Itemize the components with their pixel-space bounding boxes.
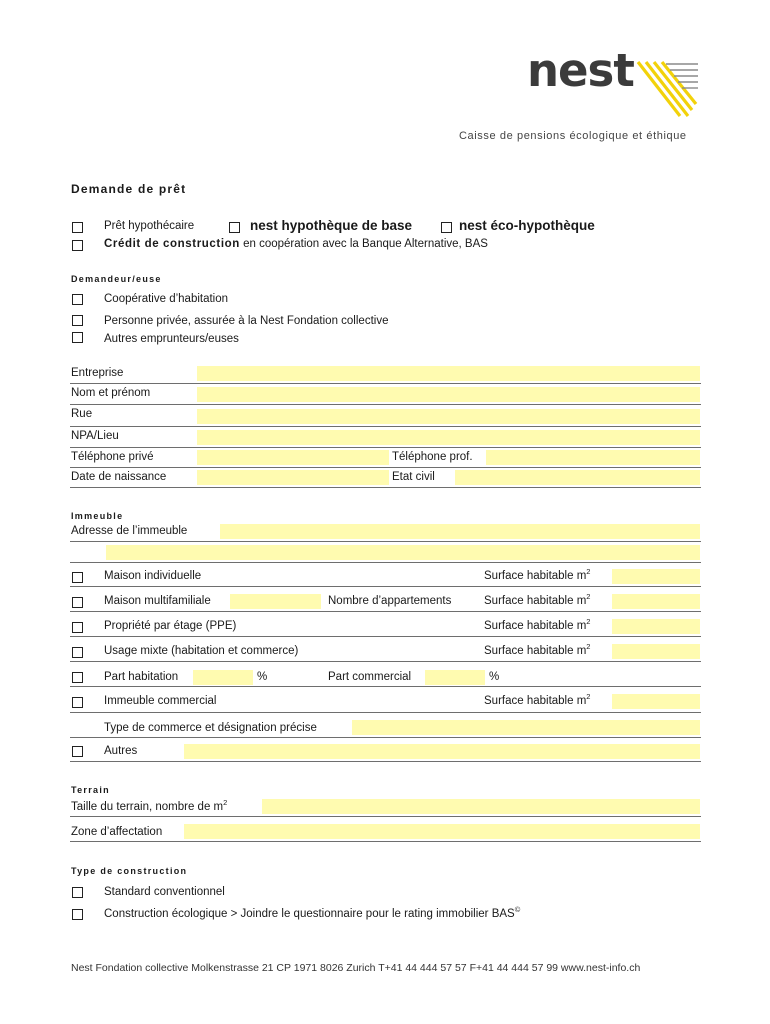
npa-lieu-label: NPA/Lieu	[71, 430, 119, 442]
divider	[70, 611, 701, 612]
adresse-immeuble-input[interactable]	[220, 524, 700, 539]
surface-label-text: Surface habitable m	[484, 695, 587, 707]
divider	[70, 487, 701, 488]
ecologique-text: Construction écologique > Joindre le questionnaire pour le rating immobilier BAS	[104, 908, 515, 920]
telephone-prive-label: Téléphone privé	[71, 451, 154, 463]
standard-checkbox[interactable]	[72, 887, 83, 898]
autres-label: Autres	[104, 745, 138, 757]
surface-usage-mixte-input[interactable]	[612, 644, 700, 659]
date-naissance-input[interactable]	[197, 470, 389, 485]
surface-label	[484, 567, 591, 582]
divider	[70, 426, 701, 427]
surface-label-text: Surface habitable m	[484, 645, 587, 657]
telephone-prof-label: Téléphone prof.	[392, 451, 473, 463]
personne-privee-checkbox[interactable]	[72, 315, 83, 326]
surface-label-text: Surface habitable m	[484, 570, 587, 582]
nom-prenom-input[interactable]	[197, 387, 700, 402]
logo-wordmark: nest	[527, 44, 634, 97]
entreprise-input[interactable]	[197, 366, 700, 381]
divider	[70, 761, 701, 762]
taille-terrain-label	[71, 798, 228, 813]
percent-label: %	[257, 671, 268, 683]
telephone-prive-input[interactable]	[197, 450, 389, 465]
credit-construction-bold: Crédit de construction	[104, 238, 240, 250]
maison-individuelle-label: Maison individuelle	[104, 570, 202, 582]
credit-construction-label	[104, 238, 488, 250]
maison-multifamiliale-checkbox[interactable]	[72, 597, 83, 608]
construction-heading: Type de construction	[71, 866, 188, 876]
hypotheque-base-checkbox[interactable]	[229, 222, 240, 233]
building-heading: Immeuble	[71, 511, 124, 521]
divider	[70, 661, 701, 662]
divider	[70, 404, 701, 405]
page-title: Demande de prêt	[71, 182, 187, 196]
surface-label	[484, 617, 591, 632]
autres-input[interactable]	[184, 744, 700, 759]
divider	[70, 841, 701, 842]
autres-emprunteurs-checkbox[interactable]	[72, 332, 83, 343]
part-commercial-label: Part commercial	[328, 671, 412, 683]
maison-individuelle-checkbox[interactable]	[72, 572, 83, 583]
surface-label	[484, 592, 591, 607]
adresse-immeuble-input-2[interactable]	[106, 545, 700, 560]
surface-maison-individuelle-input[interactable]	[612, 569, 700, 584]
adresse-immeuble-label: Adresse de l’immeuble	[71, 525, 188, 537]
surface-label-sup: 2	[586, 692, 591, 701]
surface-ppe-input[interactable]	[612, 619, 700, 634]
divider	[70, 686, 701, 687]
logo-stripes-icon	[636, 58, 700, 120]
surface-label-sup: 2	[586, 567, 591, 576]
personne-privee-label: Personne privée, assurée à la Nest Fondation collective	[104, 315, 389, 327]
footer-address: Nest Fondation collective Molkenstrasse 21 CP 1971 8026 Zurich T+41 44 444 57 57 F+41 44 444 57 99 www.nest-info.ch	[71, 962, 641, 974]
credit-construction-rest: en coopération avec la Banque Alternative, BAS	[239, 238, 488, 250]
divider	[70, 447, 701, 448]
divider	[70, 541, 701, 542]
immeuble-commercial-label: Immeuble commercial	[104, 695, 217, 707]
ppe-label: Propriété par étage (PPE)	[104, 620, 237, 632]
surface-label	[484, 692, 591, 707]
usage-mixte-label: Usage mixte (habitation et commerce)	[104, 645, 299, 657]
rue-label: Rue	[71, 408, 93, 420]
pret-hypothecaire-checkbox[interactable]	[72, 222, 83, 233]
divider	[70, 383, 701, 384]
surface-label-sup: 2	[586, 642, 591, 651]
surface-label-text: Surface habitable m	[484, 595, 587, 607]
taille-terrain-sup: 2	[223, 798, 228, 807]
usage-mixte-checkbox[interactable]	[72, 647, 83, 658]
divider	[70, 712, 701, 713]
taille-terrain-input[interactable]	[262, 799, 700, 814]
date-naissance-label: Date de naissance	[71, 471, 167, 483]
eco-hypotheque-checkbox[interactable]	[441, 222, 452, 233]
etat-civil-label: Etat civil	[392, 471, 435, 483]
cooperative-checkbox[interactable]	[72, 294, 83, 305]
divider	[70, 737, 701, 738]
type-commerce-label: Type de commerce et désignation précise	[104, 722, 317, 734]
zone-affectation-input[interactable]	[184, 824, 700, 839]
divider	[70, 816, 701, 817]
standard-label: Standard conventionnel	[104, 886, 225, 898]
percent-label: %	[489, 671, 500, 683]
immeuble-commercial-checkbox[interactable]	[72, 697, 83, 708]
surface-label-sup: 2	[586, 592, 591, 601]
part-commercial-input[interactable]	[425, 670, 485, 685]
surface-maison-multifamiliale-input[interactable]	[612, 594, 700, 609]
autres-emprunteurs-label: Autres emprunteurs/euses	[104, 333, 239, 345]
credit-construction-checkbox[interactable]	[72, 240, 83, 251]
ppe-checkbox[interactable]	[72, 622, 83, 633]
etat-civil-input[interactable]	[455, 470, 700, 485]
surface-label	[484, 642, 591, 657]
terrain-heading: Terrain	[71, 785, 110, 795]
eco-hypotheque-label: nest éco-hypothèque	[459, 218, 595, 233]
zone-affectation-label: Zone d’affectation	[71, 826, 163, 838]
entreprise-label: Entreprise	[71, 367, 124, 379]
maison-multifamiliale-label: Maison multifamiliale	[104, 595, 211, 607]
ecologique-sup: ©	[514, 905, 521, 914]
part-habitation-checkbox[interactable]	[72, 672, 83, 683]
rue-input[interactable]	[197, 409, 700, 424]
part-habitation-input[interactable]	[193, 670, 253, 685]
divider	[70, 586, 701, 587]
hypotheque-base-label: nest hypothèque de base	[250, 218, 413, 233]
divider	[70, 467, 701, 468]
applicant-heading: Demandeur/euse	[71, 274, 162, 284]
surface-label-text: Surface habitable m	[484, 620, 587, 632]
surface-immeuble-commercial-input[interactable]	[612, 694, 700, 709]
telephone-prof-input[interactable]	[486, 450, 700, 465]
nom-prenom-label: Nom et prénom	[71, 387, 151, 399]
type-commerce-input[interactable]	[352, 720, 700, 735]
divider	[70, 562, 701, 563]
surface-label-sup: 2	[586, 617, 591, 626]
part-habitation-label: Part habitation	[104, 671, 179, 683]
taille-terrain-text: Taille du terrain, nombre de m	[71, 801, 224, 813]
cooperative-label: Coopérative d’habitation	[104, 293, 229, 305]
pret-hypothecaire-label: Prêt hypothécaire	[104, 220, 195, 232]
ecologique-checkbox[interactable]	[72, 909, 83, 920]
autres-checkbox[interactable]	[72, 746, 83, 757]
ecologique-label	[104, 905, 521, 920]
maison-multifamiliale-input[interactable]	[230, 594, 321, 609]
tagline: Caisse de pensions écologique et éthique	[459, 130, 687, 142]
npa-lieu-input[interactable]	[197, 430, 700, 445]
divider	[70, 636, 701, 637]
nombre-appartements-label: Nombre d’appartements	[328, 595, 452, 607]
